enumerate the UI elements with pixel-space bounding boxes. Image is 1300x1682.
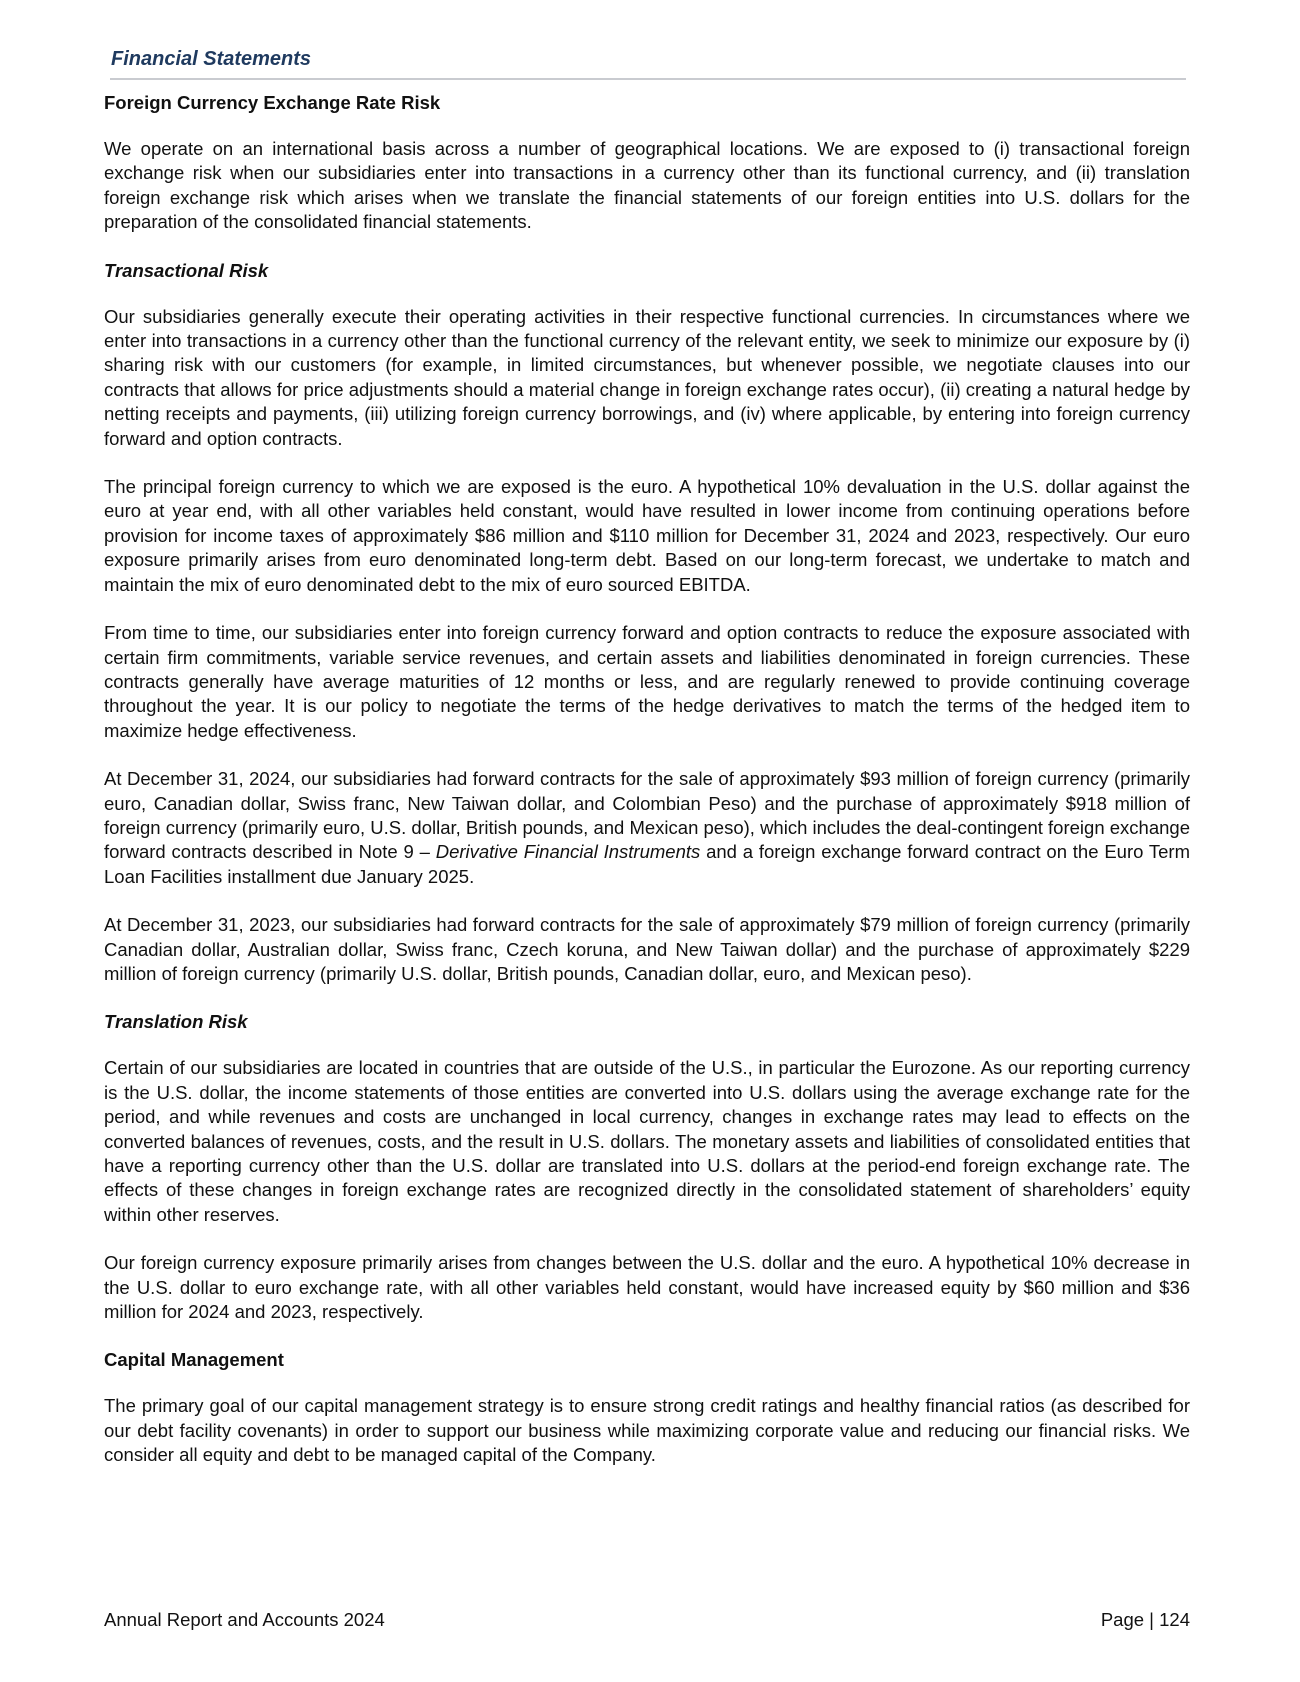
document-body: [104, 91, 1190, 1492]
header-divider: [110, 78, 1186, 80]
fx-risk-heading: Foreign Currency Exchange Rate Risk: [104, 92, 441, 113]
transactional-risk-heading: Transactional Risk: [104, 259, 269, 281]
capital-management-paragraph: The primary goal of our capital management strategy is to ensure strong credit ratings and healthy financial ratios (as described for our debt facility covenants) in order to support our business while maximizing corporate value and reducing our financial risks. We consider all equity and debt to be managed capital of the Company.: [104, 1395, 1190, 1466]
transactional-paragraph-1: Our subsidiaries generally execute their operating activities in their respective functional currencies. In circumstances where we enter into transactions in a currency other than the functional currency of the relevant entity, we seek to minimize our exposure by (i) sharing risk with our customers (for example, in limited circumstances, but whenever possible, we negotiate clauses into our contracts that allows for price adjustments should a material change in foreign exchange rates occur), (ii) creating a natural hedge by netting receipts and payments, (iii) utilizing foreign currency borrowings, and (iv) where applicable, by entering into foreign currency forward and option contracts.: [104, 305, 1190, 449]
page-number: Page | 124: [1100, 1609, 1190, 1630]
fx-risk-intro-paragraph: We operate on an international basis across a number of geographical locations. We are exposed to (i) transactional foreign exchange risk when our subsidiaries enter into transactions in a currency other than its functional currency, and (ii) translation foreign exchange risk which arises when we translate the financial statements of our foreign entities into U.S. dollars for the preparation of the consolidated financial statements.: [104, 138, 1190, 233]
transactional-paragraph-4: [104, 767, 1190, 889]
transactional-paragraph-5: At December 31, 2023, our subsidiaries had forward contracts for the sale of approximately $79 million of foreign currency (primarily Canadian dollar, Australian dollar, Swiss franc, Czech koruna, and New Taiwan dollar) and the purchase of approximately $229 million of foreign currency (primarily U.S. dollar, British pounds, Canadian dollar, euro, and Mexican peso).: [104, 914, 1190, 984]
p4-text-after: and a foreign exchange forward contract on the Euro Term Loan Facilities installment due January 2025.: [104, 841, 1190, 887]
translation-paragraph-2: Our foreign currency exposure primarily arises from changes between the U.S. dollar and the euro. A hypothetical 10% decrease in the U.S. dollar to euro exchange rate, with all other variables held constant, would have increased equity by $60 million and $36 million for 2024 and 2023, respectively.: [104, 1252, 1190, 1323]
p4-text-before: At December 31, 2024, our subsidiaries had forward contracts for the sale of approximately $93 million of foreign currency (primarily euro, Canadian dollar, Swiss franc, New Taiwan dollar, and Colombian Peso) and the purchase of approximately $918 million of foreign currency (primarily euro, U.S. dollar, British pounds, and Mexican peso), which includes the deal-contingent foreign exchange forward contracts described in Note 9 –: [104, 768, 1190, 863]
translation-risk-heading: Translation Risk: [104, 1011, 248, 1033]
transactional-paragraph-3: From time to time, our subsidiaries enter into foreign currency forward and option contracts to reduce the exposure associated with certain firm commitments, variable service revenues, and certain assets and liabilities denominated in foreign currencies. These contracts generally have average maturities of 12 months or less, and are regularly renewed to provide continuing coverage throughout the year. It is our policy to negotiate the terms of the hedge derivatives to match the terms of the hedged item to maximize hedge effectiveness.: [104, 622, 1190, 741]
note-reference-derivatives: Derivative Financial Instruments: [435, 841, 701, 863]
page-header: [110, 48, 1186, 80]
report-title: Annual Report and Accounts 2024: [104, 1609, 385, 1630]
transactional-paragraph-2: The principal foreign currency to which we are exposed is the euro. A hypothetical 10% devaluation in the U.S. dollar against the euro at year end, with all other variables held constant, would have resulted in lower income from continuing operations before provision for income taxes of approximately $86 million and $110 million for December 31, 2024 and 2023, respectively. Our euro exposure primarily arises from euro denominated long-term debt. Based on our long-term forecast, we undertake to match and maintain the mix of euro denominated debt to the mix of euro sourced EBITDA.: [104, 476, 1190, 595]
capital-management-heading: Capital Management: [104, 1349, 284, 1371]
translation-paragraph-1: Certain of our subsidiaries are located in countries that are outside of the U.S., in particular the Eurozone. As our reporting currency is the U.S. dollar, the income statements of those entities are converted into U.S. dollars using the average exchange rate for the period, and while revenues and costs are unchanged in local currency, changes in exchange rates may lead to effects on the converted balances of revenues, costs, and the result in U.S. dollars. The monetary assets and liabilities of consolidated entities that have a reporting currency other than the U.S. dollar are translated into U.S. dollars at the period-end foreign exchange rate. The effects of these changes in foreign exchange rates are recognized directly in the consolidated statement of shareholders’ equity within other reserves.: [104, 1057, 1190, 1225]
section-title: Financial Statements: [111, 48, 312, 70]
